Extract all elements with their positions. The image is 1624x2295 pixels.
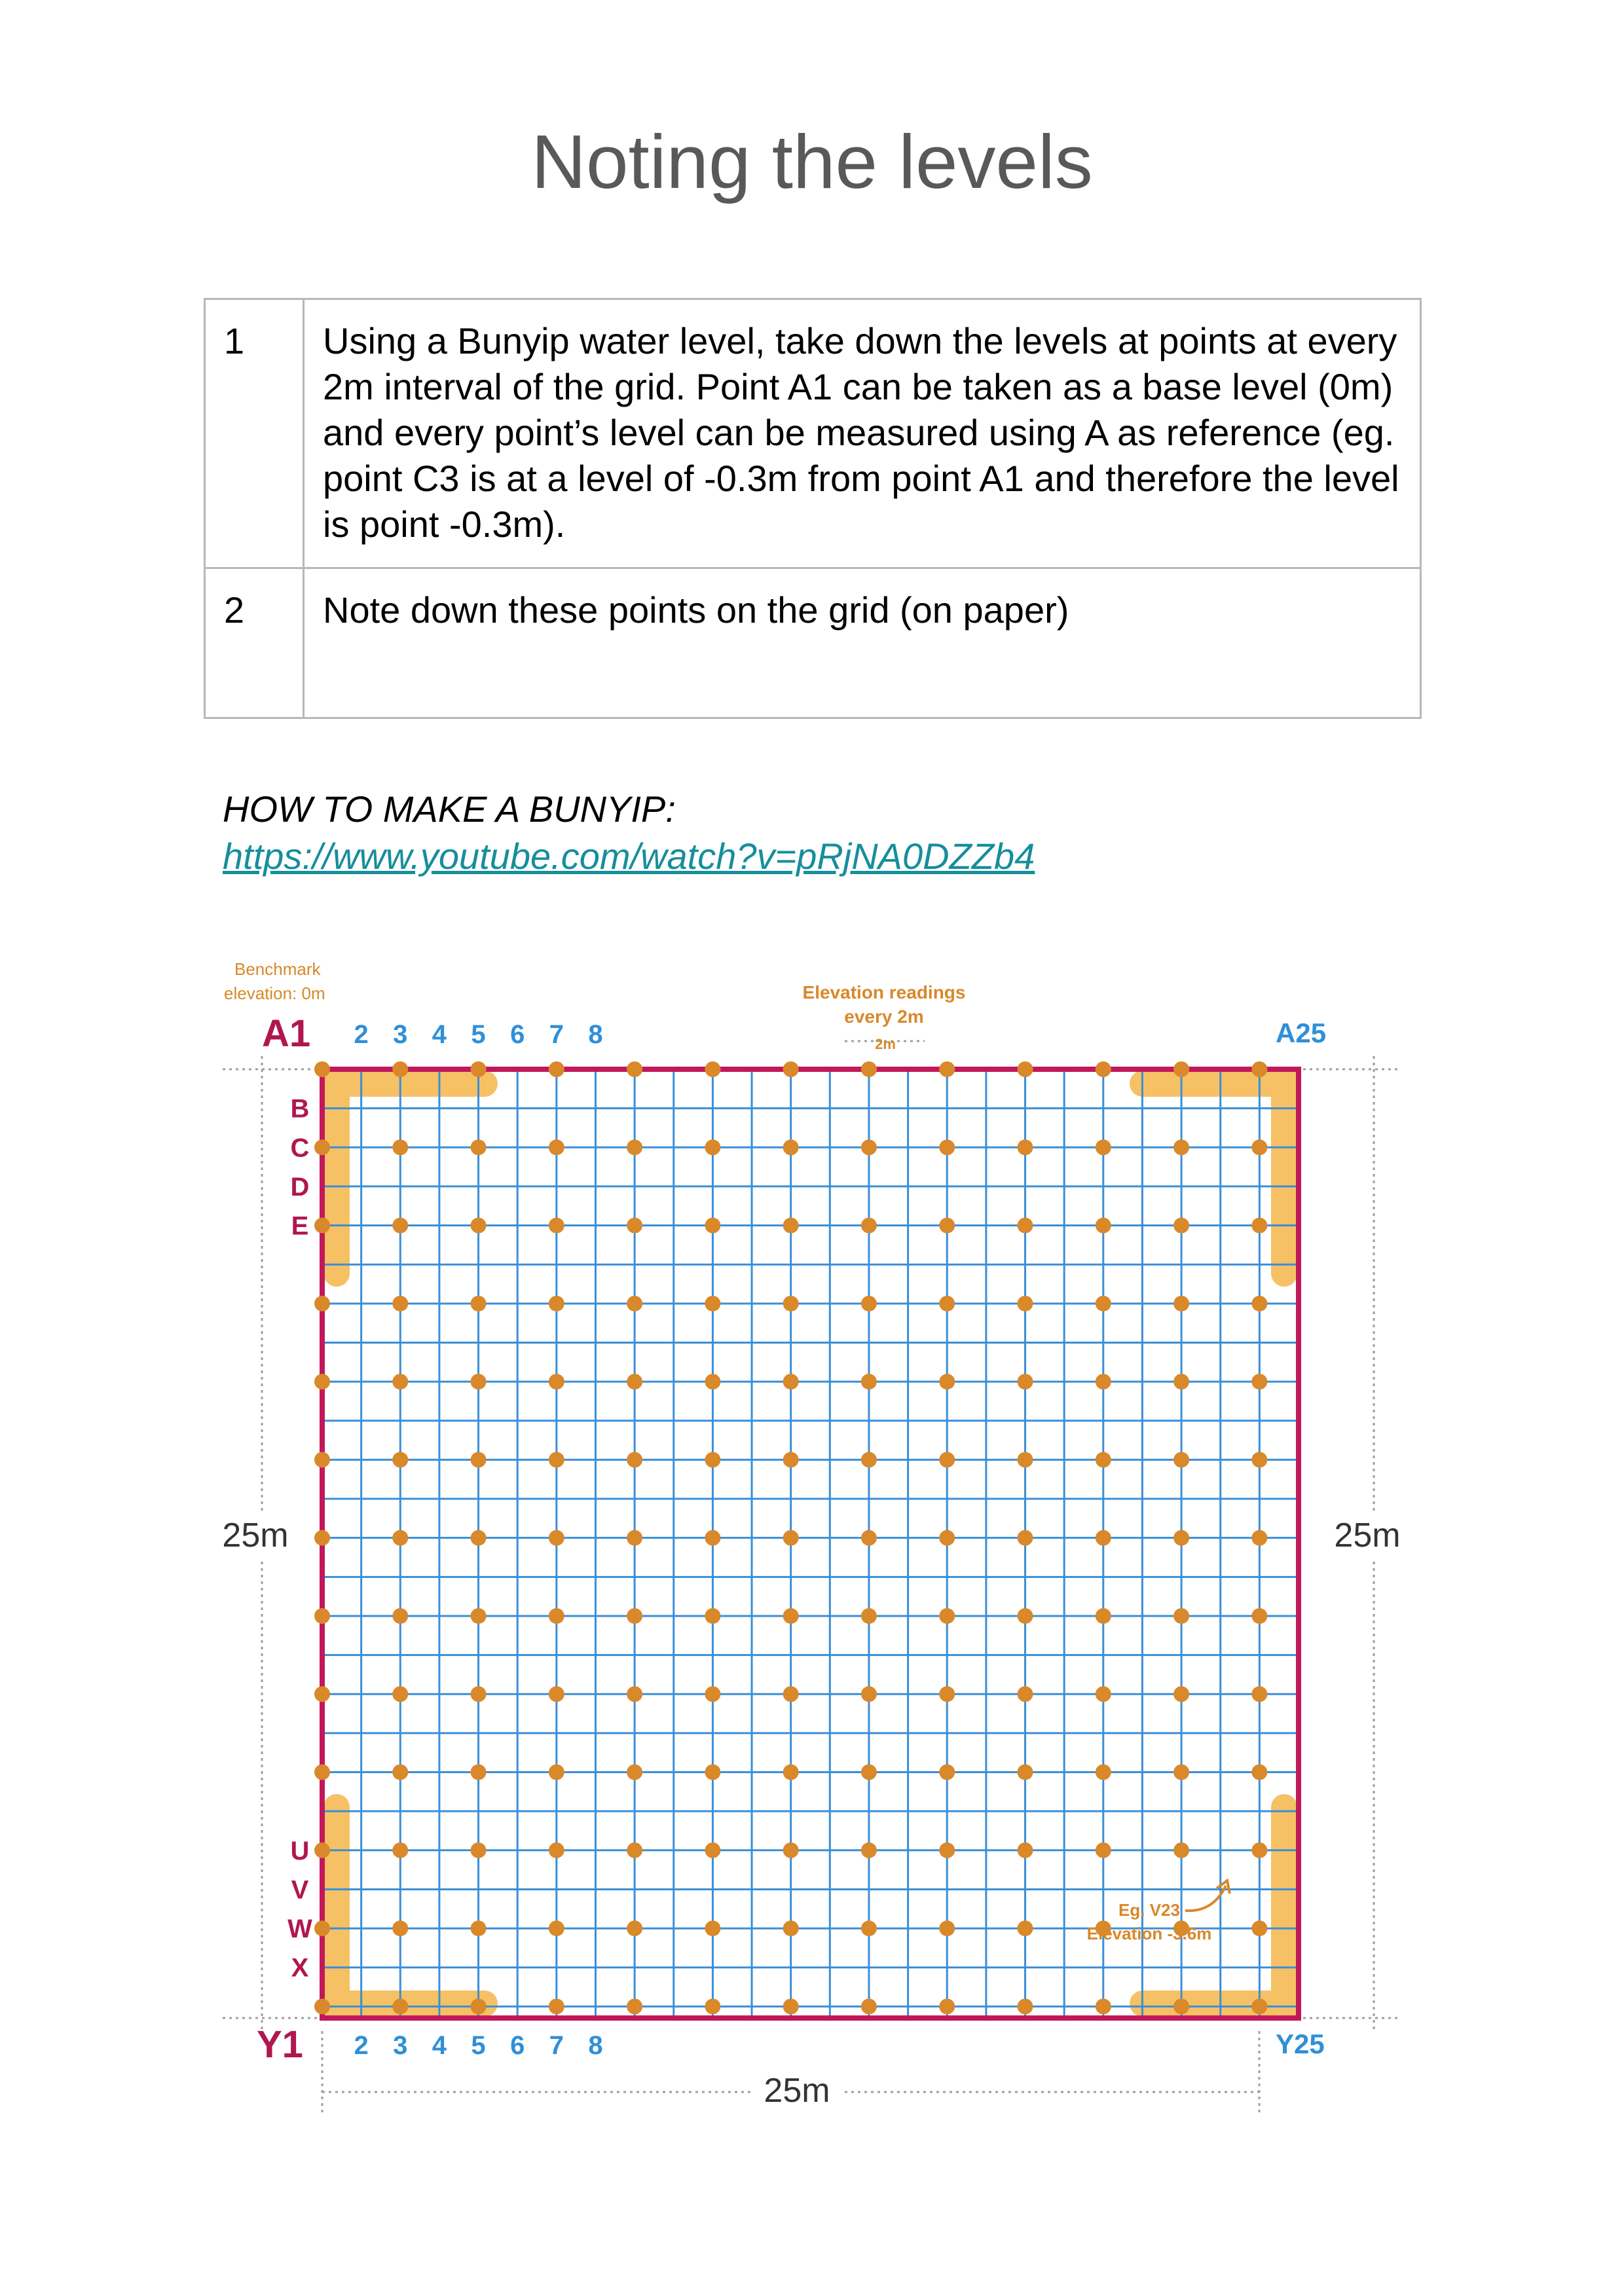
elevation-point: [1096, 1608, 1111, 1624]
elevation-point: [1096, 1530, 1111, 1546]
elevation-point: [1018, 1218, 1033, 1234]
elevation-point: [392, 1061, 408, 1077]
elevation-point: [1251, 1686, 1267, 1702]
dimension-left-label: 25m: [222, 1516, 289, 1554]
elevation-point: [861, 1061, 877, 1077]
elevation-point: [1173, 1452, 1189, 1467]
elevation-point: [1018, 1530, 1033, 1546]
dimension-bottom-label: 25m: [764, 2072, 830, 2110]
elevation-point: [1018, 1608, 1033, 1624]
elevation-point: [314, 1061, 330, 1077]
elevation-point: [1251, 1530, 1267, 1546]
elevation-point: [705, 1998, 720, 2014]
column-label: 4: [432, 2031, 447, 2060]
elevation-point: [314, 1843, 330, 1858]
elevation-point: [471, 1452, 487, 1467]
elevation-point: [627, 1530, 642, 1546]
elevation-point: [861, 1765, 877, 1780]
elevation-point: [939, 1608, 955, 1624]
corner-label-a25: A25: [1276, 1018, 1327, 1048]
elevation-point: [1251, 1608, 1267, 1624]
example-note: Elevation -3.6m: [1086, 1924, 1212, 1943]
elevation-point: [1251, 1218, 1267, 1234]
elevation-point: [549, 1765, 564, 1780]
elevation-point: [939, 1061, 955, 1077]
elevation-point: [549, 1296, 564, 1312]
elevation-point: [1173, 1374, 1189, 1389]
elevation-point: [939, 1843, 955, 1858]
elevation-point: [549, 1920, 564, 1936]
elevation-point: [1096, 1296, 1111, 1312]
elevation-point: [1251, 1296, 1267, 1312]
elevation-point: [314, 1296, 330, 1312]
elevation-point: [705, 1374, 720, 1389]
elevation-point: [392, 1920, 408, 1936]
elevation-point: [1173, 1843, 1189, 1858]
elevation-point: [471, 1530, 487, 1546]
elevation-point: [392, 1998, 408, 2014]
elevation-point: [1173, 1998, 1189, 2014]
step-text: Note down these points on the grid (on paper): [304, 568, 1421, 718]
elevation-point: [861, 1452, 877, 1467]
elevation-point: [627, 1920, 642, 1936]
column-labels-top: [354, 1020, 603, 1049]
elevation-point: [314, 1530, 330, 1546]
elevation-point: [471, 1843, 487, 1858]
elevation-point: [392, 1139, 408, 1155]
elevation-point: [861, 1920, 877, 1936]
column-label: 3: [393, 2031, 408, 2060]
elevation-point: [939, 1998, 955, 2014]
elevation-point: [783, 1061, 799, 1077]
elevation-point: [783, 1218, 799, 1234]
row-label: D: [290, 1172, 310, 1202]
elevation-point: [783, 1139, 799, 1155]
elevation-point: [471, 1296, 487, 1312]
elevation-point: [549, 1139, 564, 1155]
elevation-point: [392, 1374, 408, 1389]
column-labels-bottom: [354, 2031, 603, 2060]
elevation-point: [783, 1920, 799, 1936]
elevation-point: [939, 1686, 955, 1702]
elevation-point: [549, 1686, 564, 1702]
elevation-point: [1096, 1061, 1111, 1077]
corner-label-y25: Y25: [1276, 2029, 1325, 2059]
elevation-point: [1096, 1998, 1111, 2014]
elevation-point: [861, 1686, 877, 1702]
elevation-point: [1173, 1296, 1189, 1312]
elevation-point: [549, 1374, 564, 1389]
elevation-point: [939, 1452, 955, 1467]
elevation-point: [861, 1530, 877, 1546]
corner-highlight: [1143, 1084, 1284, 1274]
elevation-point: [549, 1843, 564, 1858]
elevation-point: [392, 1452, 408, 1467]
column-label: 6: [510, 2031, 525, 2060]
elevation-point: [314, 1765, 330, 1780]
column-label: 2: [354, 1020, 369, 1049]
elevation-point: [705, 1218, 720, 1234]
elevation-point: [783, 1843, 799, 1858]
elevation-point: [627, 1765, 642, 1780]
elevation-point: [314, 1374, 330, 1389]
elevation-point: [1096, 1218, 1111, 1234]
column-label: 3: [393, 1020, 408, 1049]
elevation-point: [1173, 1139, 1189, 1155]
elevation-point: [939, 1374, 955, 1389]
elevation-point: [939, 1530, 955, 1546]
elevation-point: [1251, 1920, 1267, 1936]
elevation-point: [549, 1530, 564, 1546]
corner-label-y1: Y1: [257, 2023, 303, 2066]
elevation-point: [1173, 1530, 1189, 1546]
elevation-point: [783, 1296, 799, 1312]
elevation-point: [627, 1843, 642, 1858]
elevation-point: [392, 1686, 408, 1702]
elevation-point: [1251, 1139, 1267, 1155]
elevation-point: [939, 1765, 955, 1780]
elevation-point: [1096, 1843, 1111, 1858]
row-label: B: [290, 1094, 310, 1124]
elevation-point: [783, 1765, 799, 1780]
elevation-point: [314, 1998, 330, 2014]
elevation-point: [1018, 1686, 1033, 1702]
elevation-point: [627, 1139, 642, 1155]
elevation-note: Elevation readings: [802, 982, 966, 1002]
elevation-point: [1251, 1765, 1267, 1780]
elevation-point: [1018, 1061, 1033, 1077]
row-label: U: [290, 1836, 310, 1865]
elevation-point: [471, 1686, 487, 1702]
elevation-point: [627, 1296, 642, 1312]
row-label: E: [291, 1211, 309, 1241]
elevation-point: [1173, 1061, 1189, 1077]
example-note: Eg. V23: [1118, 1900, 1180, 1920]
elevation-point: [705, 1139, 720, 1155]
benchmark-label: elevation: 0m: [224, 983, 325, 1003]
elevation-point: [783, 1374, 799, 1389]
elevation-point: [861, 1374, 877, 1389]
elevation-point: [705, 1608, 720, 1624]
elevation-point: [471, 1920, 487, 1936]
corner-highlight: [337, 1084, 485, 1274]
elevation-point: [314, 1686, 330, 1702]
elevation-point: [939, 1218, 955, 1234]
elevation-point: [1173, 1686, 1189, 1702]
elevation-point: [549, 1452, 564, 1467]
elevation-point: [1018, 1765, 1033, 1780]
elevation-point: [471, 1608, 487, 1624]
elevation-point: [861, 1139, 877, 1155]
elevation-point: [705, 1530, 720, 1546]
elevation-point: [1096, 1765, 1111, 1780]
elevation-point: [783, 1530, 799, 1546]
elevation-point: [1018, 1998, 1033, 2014]
elevation-point: [783, 1686, 799, 1702]
elevation-point: [392, 1765, 408, 1780]
elevation-point: [705, 1686, 720, 1702]
elevation-point: [314, 1218, 330, 1234]
column-label: 5: [471, 1020, 486, 1049]
elevation-point: [1018, 1374, 1033, 1389]
row-label: V: [291, 1875, 309, 1905]
elevation-point: [1096, 1686, 1111, 1702]
row-label: C: [290, 1133, 310, 1163]
elevation-point: [1251, 1452, 1267, 1467]
elevation-point: [627, 1061, 642, 1077]
elevation-point: [705, 1452, 720, 1467]
grid-border: [322, 1069, 1299, 2018]
column-label: 8: [588, 2031, 603, 2060]
interval-label: 2m: [875, 1036, 896, 1052]
page-title: Noting the levels: [531, 119, 1093, 204]
elevation-point: [1251, 1061, 1267, 1077]
elevation-point: [549, 1998, 564, 2014]
elevation-point: [627, 1374, 642, 1389]
howto-heading: HOW TO MAKE A BUNYIP:: [223, 788, 676, 830]
column-label: 4: [432, 1020, 447, 1049]
elevation-point: [1173, 1765, 1189, 1780]
youtube-link[interactable]: https://www.youtube.com/watch?v=pRjNA0DZZb4: [223, 835, 1035, 877]
elevation-point: [705, 1920, 720, 1936]
dimension-right-label: 25m: [1334, 1516, 1401, 1554]
elevation-point: [314, 1139, 330, 1155]
elevation-point: [1018, 1296, 1033, 1312]
elevation-note: every 2m: [844, 1006, 924, 1027]
benchmark-label: Benchmark: [234, 959, 321, 979]
elevation-point: [549, 1218, 564, 1234]
row-labels-bottom: [287, 1837, 312, 1983]
elevation-point: [627, 1608, 642, 1624]
elevation-point: [705, 1765, 720, 1780]
elevation-point: [471, 1139, 487, 1155]
grid-lines: [322, 1069, 1299, 2018]
elevation-point: [861, 1296, 877, 1312]
elevation-point: [1251, 1998, 1267, 2014]
elevation-point: [1018, 1452, 1033, 1467]
elevation-point: [783, 1998, 799, 2014]
elevation-point: [861, 1843, 877, 1858]
column-label: 5: [471, 2031, 486, 2060]
elevation-point: [783, 1608, 799, 1624]
step-text: Using a Bunyip water level, take down the levels at points at every 2m interval of the grid. Point A1 can be taken as a base level (0m) and every point’s level can be measured using A as reference (eg. point C3 is at a level of -0.3m from point A1 and therefore the level is point -0.3m).: [304, 299, 1421, 568]
elevation-point: [1096, 1139, 1111, 1155]
elevation-point: [627, 1452, 642, 1467]
elevation-point: [1251, 1843, 1267, 1858]
elevation-point: [471, 1061, 487, 1077]
elevation-point: [705, 1843, 720, 1858]
step-number: 2: [205, 568, 304, 718]
row-label: X: [291, 1953, 309, 1983]
elevation-point: [471, 1998, 487, 2014]
column-label: 2: [354, 2031, 369, 2060]
elevation-point: [705, 1061, 720, 1077]
elevation-point: [1018, 1920, 1033, 1936]
elevation-point: [861, 1218, 877, 1234]
elevation-point: [471, 1765, 487, 1780]
elevation-point: [783, 1452, 799, 1467]
row-label: W: [287, 1915, 312, 1944]
elevation-point: [705, 1296, 720, 1312]
elevation-point: [471, 1218, 487, 1234]
elevation-point: [392, 1843, 408, 1858]
elevation-point: [1173, 1218, 1189, 1234]
elevation-point: [939, 1296, 955, 1312]
elevation-point: [1251, 1374, 1267, 1389]
elevation-point: [314, 1920, 330, 1936]
column-label: 8: [588, 1020, 603, 1049]
elevation-point: [1096, 1374, 1111, 1389]
elevation-point: [1018, 1843, 1033, 1858]
elevation-point: [861, 1998, 877, 2014]
elevation-point: [392, 1296, 408, 1312]
elevation-point: [392, 1530, 408, 1546]
column-label: 6: [510, 1020, 525, 1049]
row-labels-top: [291, 1095, 310, 1241]
column-label: 7: [549, 1020, 564, 1049]
column-label: 7: [549, 2031, 564, 2060]
elevation-point: [549, 1061, 564, 1077]
elevation-point: [1018, 1139, 1033, 1155]
elevation-point: [627, 1998, 642, 2014]
corner-label-a1: A1: [262, 1012, 311, 1055]
elevation-point: [392, 1608, 408, 1624]
elevation-point: [314, 1452, 330, 1467]
corner-highlight: [337, 1807, 485, 2004]
elevation-point: [314, 1608, 330, 1624]
elevation-point: [939, 1920, 955, 1936]
elevation-point: [471, 1374, 487, 1389]
elevation-point: [627, 1686, 642, 1702]
elevation-point: [392, 1218, 408, 1234]
elevation-point: [549, 1608, 564, 1624]
elevation-point: [1173, 1608, 1189, 1624]
step-number: 1: [205, 299, 304, 568]
elevation-point: [627, 1218, 642, 1234]
elevation-point: [1096, 1452, 1111, 1467]
elevation-point: [939, 1139, 955, 1155]
elevation-point: [861, 1608, 877, 1624]
